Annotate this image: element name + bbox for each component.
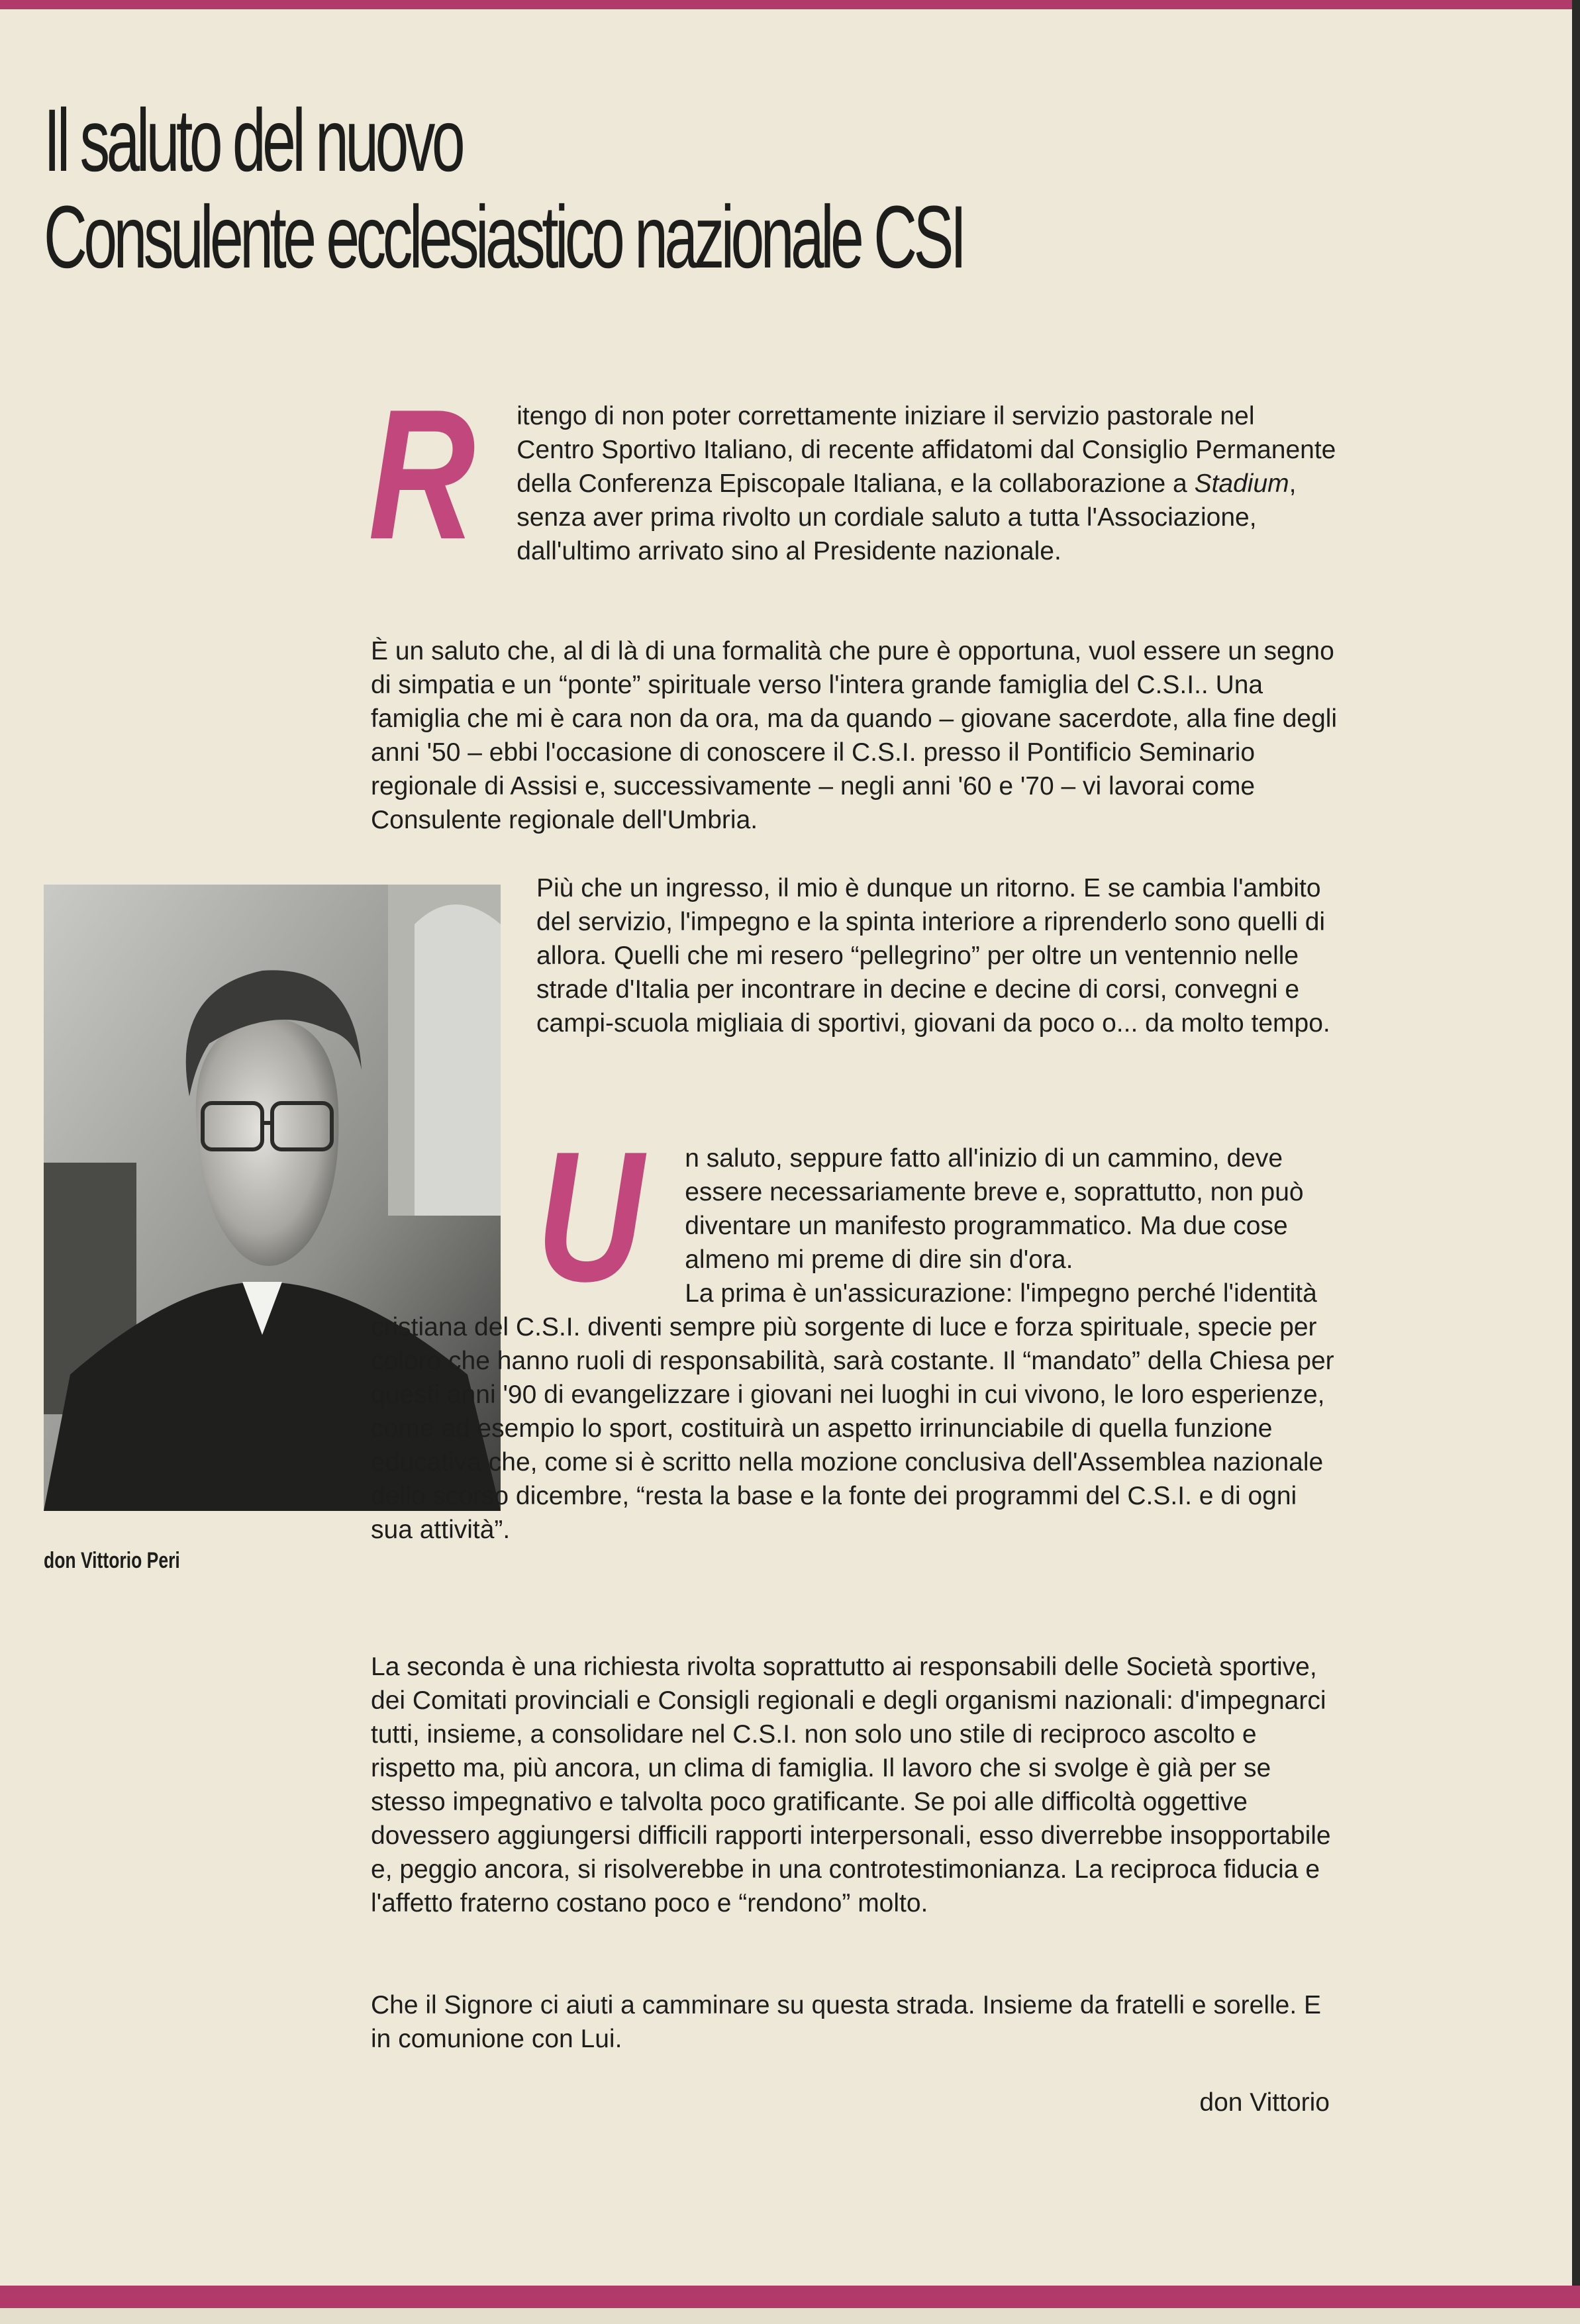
paragraph-1-text: itengo di non poter correttamente iniziare il servizio pastorale nel Centro Sportivo Italiano, di recente affidatomi dal Consiglio Permanente della Conferenza Episcopale Italiana, e la collaborazione a: [517, 402, 1336, 498]
page-edge: [1572, 0, 1580, 2324]
drop-cap-r: R: [368, 371, 475, 578]
paragraph-5: La seconda è una richiesta rivolta soprattutto ai responsabili delle Società sportive, dei Comitati provinciali e Consigli regionali e degli organismi nazionali: d'impegnarci tutti, insieme, a consolidare nel C.S.I. non solo uno stile di reciproco ascolto e rispetto ma, più ancora, un clima di famiglia. Il lavoro che si svolge è già per se stesso impegnativo e talvolta poco gratificante. Se poi alle difficoltà oggettive dovessero aggiungersi difficili rapporti interpersonali, esso diverrebbe insopportabile e, peggio ancora, si risolverebbe in una controtestimonianza. La reciproca fiducia e l'affetto fraterno costano poco e “rendono” molto.: [371, 1653, 1331, 1917]
drop-cap-u: U: [536, 1114, 644, 1320]
paragraph-4-continuation: La prima è un'assicurazione: l'impegno perché l'identità cristiana del C.S.I. diventi sempre più sorgente di luce e forza spirituale, specie per coloro che hanno ruoli di responsabilità, sarà costante. Il “mandato” della Chiesa per questi anni '90 di evangelizzare i giovani nei luoghi in cui vivono, le loro esperienze, come ad esempio lo sport, costituirà un aspetto irrinunciabile di quella funzione educativa che, come si è scritto nella mozione conclusiva dell'Assemblea nazionale dello scorso dicembre, “resta la base e la fonte dei programmi del C.S.I. e di ogni sua attività”.: [371, 1279, 1334, 1544]
title-line-1: Il saluto del nuovo: [44, 91, 462, 190]
magazine-name: Stadium: [1194, 469, 1289, 498]
title-line-2: Consulente ecclesiastico nazionale CSI: [44, 188, 963, 287]
paragraph-1-end: , senza aver prima rivolto un cordiale saluto a tutta l'Associazione, dall'ultimo arrivato sino al Presidente nazionale.: [517, 469, 1297, 565]
signature: don Vittorio: [1199, 2088, 1330, 2117]
paragraph-3: Più che un ingresso, il mio è dunque un ritorno. E se cambia l'ambito del servizio, l'impegno e la spinta interiore a riprenderlo sono quelli di allora. Quelli che mi resero “pellegrino” per oltre un ventennio nelle strade d'Italia per incontrare in decine e decine di corsi, convegni e campi-scuola migliaia di sportivi, giovani da poco o... da molto tempo.: [536, 874, 1330, 1038]
paragraph-2: È un saluto che, al di là di una formalità che pure è opportuna, vuol essere un segno di simpatia e un “ponte” spirituale verso l'intera grande famiglia del C.S.I.. Una famiglia che mi è cara non da ora, ma da quando – giovane sacerdote, alla fine degli anni '50 – ebbi l'occasione di conoscere il C.S.I. presso il Pontificio Seminario regionale di Assisi e, successivamente – negli anni '60 e '70 – vi lavorai come Consulente regionale dell'Umbria.: [371, 637, 1338, 834]
bottom-accent-band: [0, 2286, 1580, 2308]
article-title: [44, 93, 1034, 286]
paragraph-1: [368, 371, 1338, 578]
paragraph-4: [371, 1114, 1338, 1547]
photo-caption: don Vittorio Peri: [44, 1548, 180, 1573]
paragraph-4-text: n saluto, seppure fatto all'inizio di un cammino, deve essere necessariamente breve e, soprattutto, non può diventare un manifesto programmatico. Ma due cose almeno mi preme di dire sin d'ora.: [685, 1144, 1304, 1274]
top-accent-band: [0, 0, 1580, 9]
bottom-page-margin: [0, 2308, 1580, 2324]
paragraph-6: Che il Signore ci aiuti a camminare su questa strada. Insieme da fratelli e sorelle. E in comunione con Lui.: [371, 1991, 1322, 2053]
